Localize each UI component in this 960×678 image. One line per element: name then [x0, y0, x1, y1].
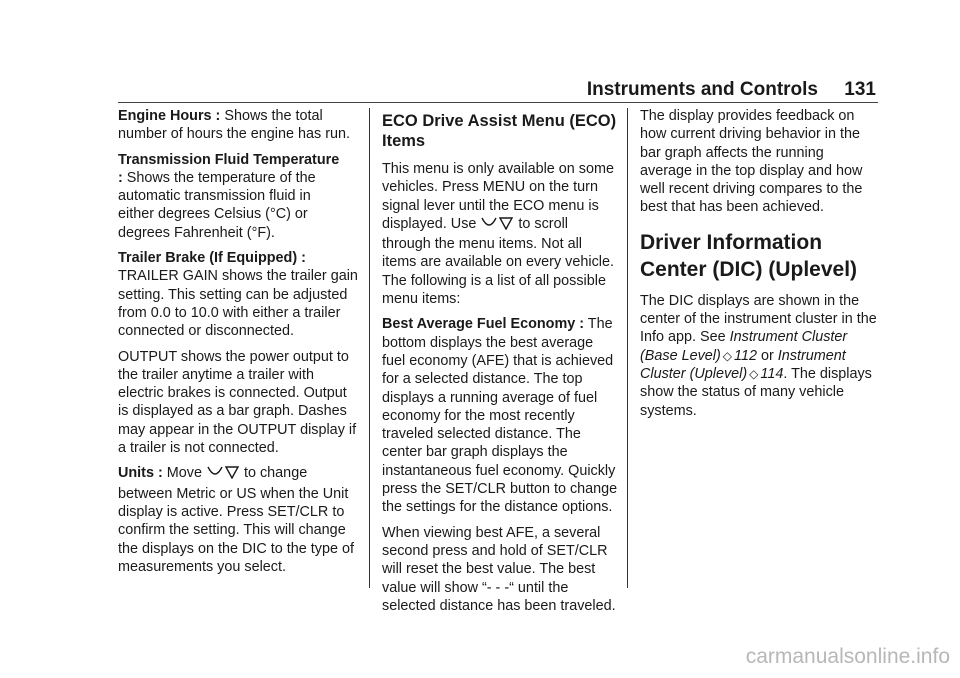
thumbwheel-down-icon — [225, 465, 239, 484]
dic-pre-text: The DIC displays are shown in the center of the instrument cluster in the Info app. See — [640, 292, 877, 346]
column-left — [118, 107, 358, 583]
page-ref-112[interactable]: 112 — [734, 347, 757, 364]
header-rule — [118, 102, 878, 103]
best-afe-term: Best Average Fuel Economy : — [382, 316, 585, 333]
column-right — [640, 107, 878, 427]
dic-post-text: . The displays show the status of many vehicle systems. — [640, 365, 872, 419]
trailer-brake-text: TRAILER GAIN shows the trailer gain setting. This setting can be adjusted from 0.0 to 10.0 with either a trailer connected or disconnected. — [118, 268, 358, 340]
page-ref-114[interactable]: 114 — [760, 365, 784, 382]
page-ref-arrow-icon: ◇ — [722, 348, 733, 363]
transmission-entry — [118, 151, 343, 242]
engine-hours-term: Engine Hours : — [118, 108, 221, 124]
thumbwheel-up-icon — [481, 216, 497, 235]
trailer-brake-entry — [118, 249, 358, 340]
column-divider-2 — [627, 108, 628, 588]
transmission-term: Transmission Fluid Temperature : — [118, 151, 340, 186]
units-pre-text: Move — [162, 465, 202, 482]
units-term: Units : — [118, 465, 163, 482]
trailer-brake-term: Trailer Brake (If Equipped) : — [118, 250, 306, 267]
feedback-paragraph: The display provides feedback on how current driving behavior in the bar graph affects the running average in the top display and how well recent driving compares to the best that has been achieved. — [640, 108, 863, 216]
page-header-title: Instruments and Controls — [586, 79, 818, 100]
output-paragraph: OUTPUT shows the power output to the trailer anytime a trailer with electric brakes is connected. Output is displayed as a bar graph. Dashes may appear in the OUTPUT display if a trailer is not connected. — [118, 348, 357, 457]
dic-paragraph — [640, 292, 878, 420]
thumbwheel-down-icon — [499, 216, 513, 235]
eco-intro-paragraph — [382, 160, 618, 308]
engine-hours-entry — [118, 107, 358, 144]
link-instrument-cluster-base[interactable]: Instrument Cluster (Base Level) — [640, 329, 848, 364]
engine-hours-text: Shows the total number of hours the engine has run. — [118, 108, 350, 143]
best-afe-entry — [382, 315, 618, 516]
thumbwheel-up-icon — [207, 465, 223, 484]
dic-uplevel-heading: Driver Information Center (DIC) (Uplevel) — [640, 230, 858, 281]
link-instrument-cluster-uplevel[interactable]: Instrument Cluster (Uplevel) — [640, 347, 846, 382]
units-post-text: to change between Metric or US when the Unit display is active. Press SET/CLR to confirm the setting. This will change the displays on the DIC to the type of measurements you select. — [118, 465, 354, 575]
watermark: carmanualsonline.info — [745, 645, 950, 668]
column-divider-1 — [369, 108, 370, 588]
page-number: 131 — [844, 79, 876, 100]
eco-intro-pre: This menu is only available on some vehicles. Press MENU on the turn signal lever until the ECO menu is displayed. Use — [382, 161, 614, 232]
or-text: or — [756, 347, 778, 364]
eco-intro-post: to scroll through the menu items. Not all items are available on every vehicle. The following is a list of all possible menu items: — [382, 215, 614, 308]
column-middle — [382, 107, 618, 622]
eco-menu-heading: ECO Drive Assist Menu (ECO) Items — [382, 112, 617, 150]
units-entry — [118, 464, 358, 576]
best-afe-reset-paragraph: When viewing best AFE, a several second press and hold of SET/CLR will reset the best value. The best value will show “- - -“ until the selected distance has been traveled. — [382, 524, 616, 614]
page-ref-arrow-icon: ◇ — [749, 366, 759, 381]
transmission-text: Shows the temperature of the automatic transmission fluid in either degrees Celsius (°C) or degrees Fahrenheit (°F). — [118, 169, 316, 241]
best-afe-text: The bottom displays the best average fuel economy (AFE) that is achieved for a selected distance. The top displays a running average of fuel economy for the most recently traveled selected distance. The center bar graph displays the instantaneous fuel economy. Quickly press the SET/CLR button to change the settings for the distance options. — [382, 316, 618, 516]
